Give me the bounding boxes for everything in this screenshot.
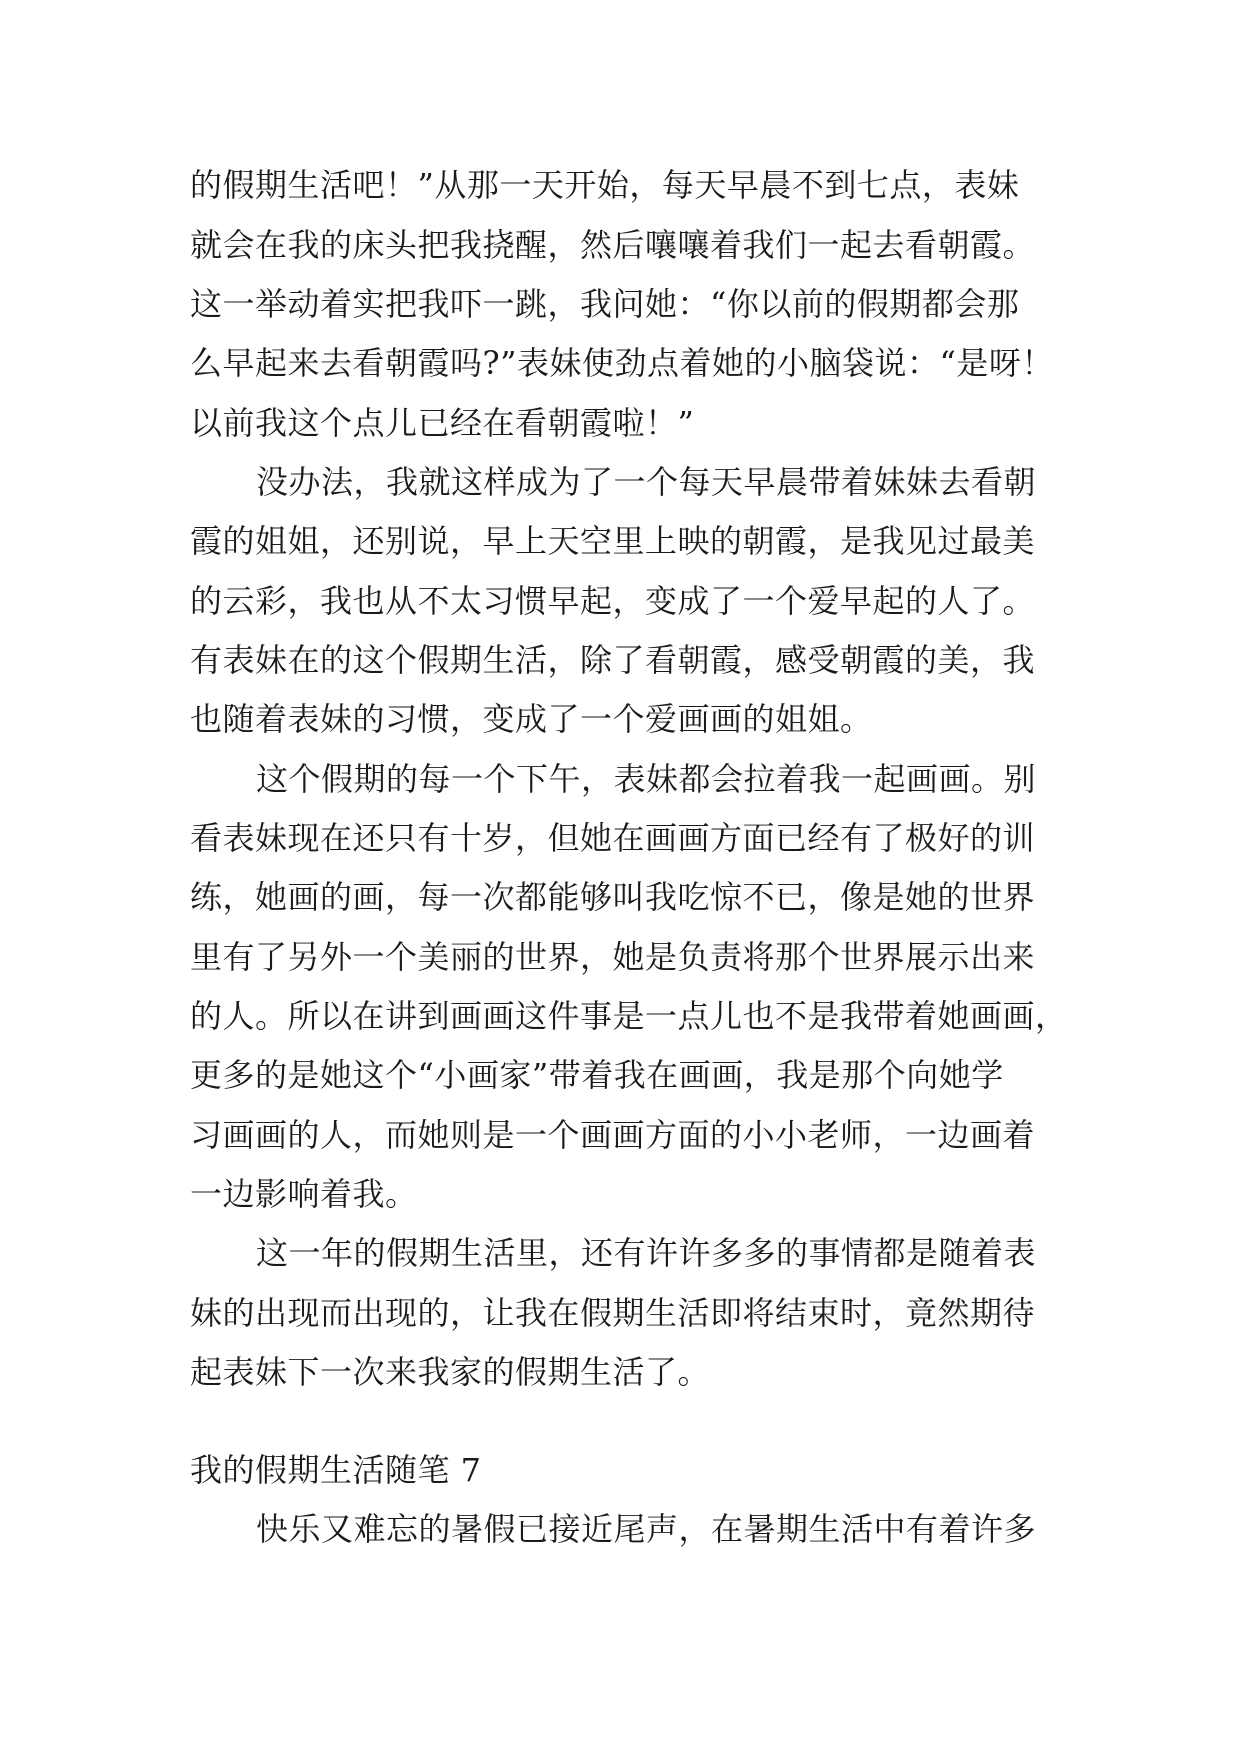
text-line: 这一举动着实把我吓一跳，我问她：“你以前的假期都会那 — [190, 285, 1020, 323]
text-line: 也随着表妹的习惯，变成了一个爱画画的姐姐。 — [190, 700, 873, 738]
text-line: 霞的姐姐，还别说，早上天空里上映的朝霞，是我见过最美 — [190, 522, 1036, 560]
text-line: 妹的出现而出现的，让我在假期生活即将结束时，竟然期待 — [190, 1294, 1036, 1332]
section-heading: 我的假期生活随笔 7 — [190, 1451, 482, 1489]
text-line: 更多的是她这个“小画家”带着我在画画，我是那个向她学 — [190, 1056, 1004, 1094]
paragraph-first-line: 这一年的假期生活里，还有许许多多的事情都是随着表 — [256, 1234, 1037, 1272]
text-line: 么早起来去看朝霞吗?”表妹使劲点着她的小脑袋说：“是呀！ — [190, 344, 1054, 382]
paragraph-first-line: 没办法，我就这样成为了一个每天早晨带着妹妹去看朝 — [256, 463, 1037, 501]
text-line: 的假期生活吧！”从那一天开始，每天早晨不到七点，表妹 — [190, 166, 1020, 204]
text-line: 的云彩，我也从不太习惯早起，变成了一个爱早起的人了。 — [190, 582, 1036, 620]
text-line: 有表妹在的这个假期生活，除了看朝霞，感受朝霞的美，我 — [190, 641, 1036, 679]
text-line: 的人。所以在讲到画画这件事是一点儿也不是我带着她画画， — [190, 997, 1068, 1035]
text-line: 习画画的人，而她则是一个画画方面的小小老师，一边画着 — [190, 1116, 1036, 1154]
text-line: 看表妹现在还只有十岁，但她在画画方面已经有了极好的训 — [190, 819, 1036, 857]
text-line: 里有了另外一个美丽的世界，她是负责将那个世界展示出来 — [190, 938, 1036, 976]
text-line: 以前我这个点儿已经在看朝霞啦！” — [190, 404, 695, 442]
text-line: 一边影响着我。 — [190, 1175, 418, 1213]
paragraph-first-line: 快乐又难忘的暑假已接近尾声，在暑期生活中有着许多 — [256, 1510, 1037, 1548]
text-line: 练，她画的画，每一次都能够叫我吃惊不已，像是她的世界 — [190, 878, 1036, 916]
text-line: 就会在我的床头把我挠醒，然后嚷嚷着我们一起去看朝霞。 — [190, 226, 1036, 264]
text-line: 起表妹下一次来我家的假期生活了。 — [190, 1353, 711, 1391]
paragraph-first-line: 这个假期的每一个下午，表妹都会拉着我一起画画。别 — [256, 760, 1037, 798]
